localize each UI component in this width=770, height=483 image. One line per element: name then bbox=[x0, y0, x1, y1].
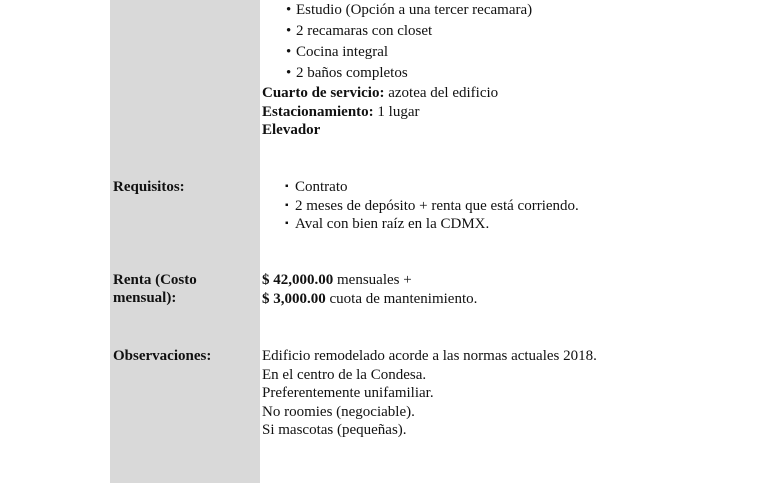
maintenance-fee-text: cuota de mantenimiento. bbox=[325, 290, 478, 307]
requisito-text: 2 meses de depósito + renta que está corriendo. bbox=[295, 197, 579, 214]
square-bullet-icon: ▪ bbox=[285, 181, 289, 192]
observacion-line: Edificio remodelado acorde a las normas actuales 2018. bbox=[262, 348, 597, 364]
requisitos-label: Requisitos: bbox=[113, 179, 185, 195]
list-item bbox=[285, 178, 579, 197]
renta-label-line1: Renta (Costo bbox=[113, 272, 197, 288]
list-item bbox=[286, 42, 532, 63]
monthly-rent-amount: $ 42,000.00 bbox=[262, 272, 334, 288]
list-item bbox=[285, 215, 579, 234]
monthly-rent-text: mensuales + bbox=[333, 272, 412, 288]
observaciones-value bbox=[262, 347, 597, 440]
renta-value bbox=[262, 271, 477, 308]
requisito-text: Aval con bien raíz en la CDMX. bbox=[295, 216, 490, 232]
estacionamiento-value: 1 lugar bbox=[373, 103, 420, 120]
observacion-line: No roomies (negociable). bbox=[262, 403, 415, 420]
monthly-rent-line bbox=[262, 271, 477, 290]
cuarto-servicio-line bbox=[262, 84, 498, 103]
estacionamiento-line bbox=[262, 103, 498, 122]
estacionamiento-label: Estacionamiento: bbox=[262, 103, 374, 120]
requisitos-list bbox=[285, 178, 579, 234]
cuarto-servicio-value: azotea del edificio bbox=[384, 85, 499, 101]
maintenance-fee-amount: $ 3,000.00 bbox=[262, 290, 326, 307]
renta-label-line2: mensual): bbox=[113, 290, 177, 306]
features-list bbox=[286, 0, 532, 84]
cuarto-servicio-label: Cuarto de servicio: bbox=[262, 85, 385, 101]
bullet-icon: • bbox=[286, 44, 292, 60]
bullet-icon: • bbox=[286, 2, 292, 18]
list-item bbox=[286, 63, 532, 84]
elevador-text: Elevador bbox=[262, 122, 321, 138]
square-bullet-icon: ▪ bbox=[285, 218, 289, 229]
observacion-line: Preferentemente unifamiliar. bbox=[262, 385, 434, 401]
features-extra bbox=[262, 84, 498, 140]
observaciones-label: Observaciones: bbox=[113, 348, 212, 364]
list-item bbox=[286, 0, 532, 21]
square-bullet-icon: ▪ bbox=[285, 199, 289, 211]
list-item bbox=[285, 197, 579, 216]
requisito-text: Contrato bbox=[295, 179, 348, 195]
observacion-line: Si mascotas (pequeñas). bbox=[262, 422, 407, 438]
feature-text: Estudio (Opción a una tercer recamara) bbox=[296, 2, 533, 18]
list-item bbox=[286, 21, 532, 42]
label-column-background bbox=[110, 0, 260, 483]
feature-text: Cocina integral bbox=[296, 44, 389, 60]
renta-label bbox=[113, 271, 253, 307]
bullet-icon: • bbox=[286, 65, 292, 81]
maintenance-fee-line bbox=[262, 290, 477, 309]
bullet-icon: • bbox=[286, 23, 292, 39]
observacion-line: En el centro de la Condesa. bbox=[262, 366, 427, 383]
feature-text: 2 recamaras con closet bbox=[296, 23, 433, 39]
feature-text: 2 baños completos bbox=[296, 65, 408, 81]
